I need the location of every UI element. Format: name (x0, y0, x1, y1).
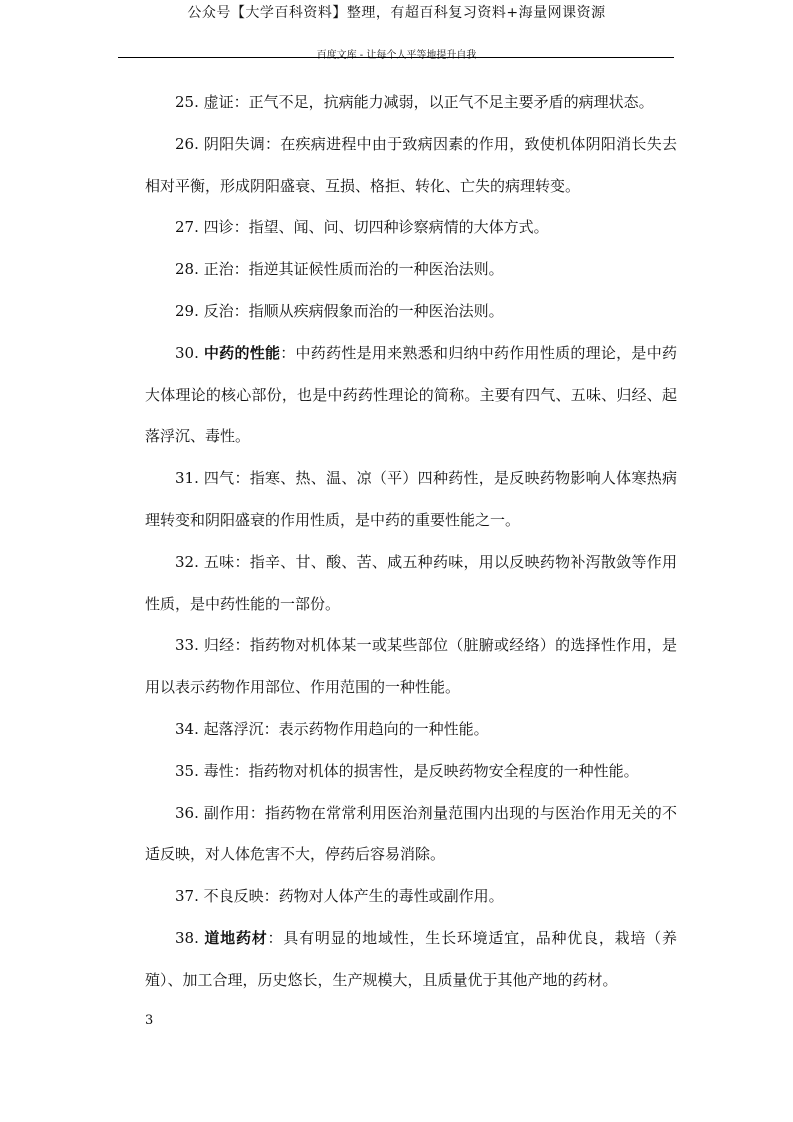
entry-term: 道地药材 (204, 928, 268, 947)
entry-30 (145, 333, 677, 458)
entry-number: 30. (175, 343, 199, 362)
entry-definition: 药物对人体产生的毒性或副作用。 (278, 887, 504, 906)
entry-number: 34. (175, 719, 199, 738)
entry-term: 阴阳失调 (203, 134, 265, 153)
entry-number: 32. (175, 552, 199, 571)
entry-definition: 指药物对机体的损害性，是反映药物安全程度的一种性能。 (248, 761, 639, 780)
source-banner: 公众号【大学百科资料】整理，有超百科复习资料+海量网课资源 (187, 5, 606, 21)
entry-definition: 指望、闻、问、切四种诊察病情的大体方式。 (248, 218, 549, 237)
entry-number: 26. (175, 134, 199, 153)
entry-definition: 指寒、热、温、凉（平）四种药性，是反映药物影响人体寒热病理转变和阴阳盛衰的作用性质，是中药的重要性能之一。 (145, 469, 677, 529)
entry-term: 虚证 (203, 93, 234, 111)
entry-term: 四气 (203, 469, 235, 488)
entry-separator: ： (233, 93, 249, 111)
entry-31 (145, 458, 677, 542)
entry-number: 28. (175, 260, 199, 279)
entry-27 (145, 207, 677, 249)
entry-28 (145, 249, 677, 291)
entry-definition: 指顺从疾病假象而治的一种医治法则。 (248, 301, 504, 320)
entry-definition: 表示药物作用趋向的一种性能。 (278, 719, 489, 738)
entry-separator: ： (233, 218, 249, 237)
entry-separator: ： (267, 928, 284, 947)
entry-definition: 指逆其证候性质而治的一种医治法则。 (248, 260, 504, 279)
page-number: 3 (145, 1013, 154, 1028)
entry-term: 不良反映 (203, 887, 264, 906)
entry-number: 38. (175, 928, 199, 947)
entry-number: 29. (175, 301, 199, 320)
glossary-body (145, 82, 677, 1002)
entry-separator: ： (234, 469, 250, 488)
entry-definition: 具有明显的地域性，生长环境适宜，品种优良，栽培（养殖）、加工合理，历史悠长，生产规模大，且质量优于其他产地的药材。 (145, 928, 677, 989)
entry-term: 副作用 (203, 803, 250, 822)
header-rule (118, 57, 674, 58)
entry-separator: ： (233, 260, 249, 279)
entry-number: 27. (175, 218, 199, 237)
entry-definition: 正气不足，抗病能力减弱，以正气不足主要矛盾的病理状态。 (248, 93, 654, 111)
entry-separator: ： (263, 719, 279, 738)
entry-separator: ： (280, 343, 296, 362)
entry-number: 31. (175, 469, 199, 488)
entry-term: 四诊 (203, 218, 234, 237)
entry-29 (145, 291, 677, 333)
entry-number: 37. (175, 887, 199, 906)
entry-33 (145, 625, 677, 709)
entry-definition: 中药药性是用来熟悉和归纳中药作用性质的理论，是中药大体理论的核心部份，也是中药药性理论的简称。主要有四气、五味、归经、起落浮沉、毒性。 (145, 343, 677, 446)
entry-separator: ： (233, 301, 249, 320)
entry-separator: ： (234, 636, 250, 655)
entry-34 (145, 709, 677, 751)
entry-number: 33. (175, 636, 199, 655)
entry-term: 反治 (203, 301, 234, 320)
entry-36 (145, 793, 677, 877)
running-header: 百度文库 - 让每个人平等地提升自我 (316, 50, 477, 61)
entry-25 (145, 82, 677, 124)
entry-term: 五味 (203, 552, 235, 571)
entry-35 (145, 751, 677, 793)
entry-separator: ： (233, 761, 249, 780)
entry-number: 35. (175, 761, 199, 780)
entry-term: 正治 (203, 260, 234, 279)
entry-32 (145, 542, 677, 626)
entry-term: 归经 (203, 636, 235, 655)
entry-definition: 指辛、甘、酸、苦、咸五种药味，用以反映药物补泻散敛等作用性质，是中药性能的一部份。 (145, 552, 677, 613)
entry-38 (145, 918, 677, 1002)
entry-separator: ： (234, 552, 250, 571)
entry-separator: ： (264, 134, 281, 153)
entry-term: 中药的性能 (203, 343, 281, 362)
entry-separator: ： (263, 887, 279, 906)
entry-term: 起落浮沉 (203, 719, 264, 738)
entry-number: 36. (175, 803, 199, 822)
entry-definition: 指药物在常常利用医治剂量范围内出现的与医治作用无关的不适反映，对人体危害不大，停药后容易消除。 (145, 803, 677, 864)
entry-term: 毒性 (203, 761, 234, 780)
entry-definition: 指药物对机体某一或某些部位（脏腑或经络）的选择性作用，是用以表示药物作用部位、作用范围的一种性能。 (145, 636, 677, 697)
entry-definition: 在疾病进程中由于致病因素的作用，致使机体阴阳消长失去相对平衡，形成阴阳盛衰、互损、格拒、转化、亡失的病理转变。 (145, 134, 677, 195)
entry-number: 25. (175, 93, 199, 111)
entry-37 (145, 876, 677, 918)
entry-separator: ： (249, 803, 265, 822)
entry-26 (145, 124, 677, 208)
